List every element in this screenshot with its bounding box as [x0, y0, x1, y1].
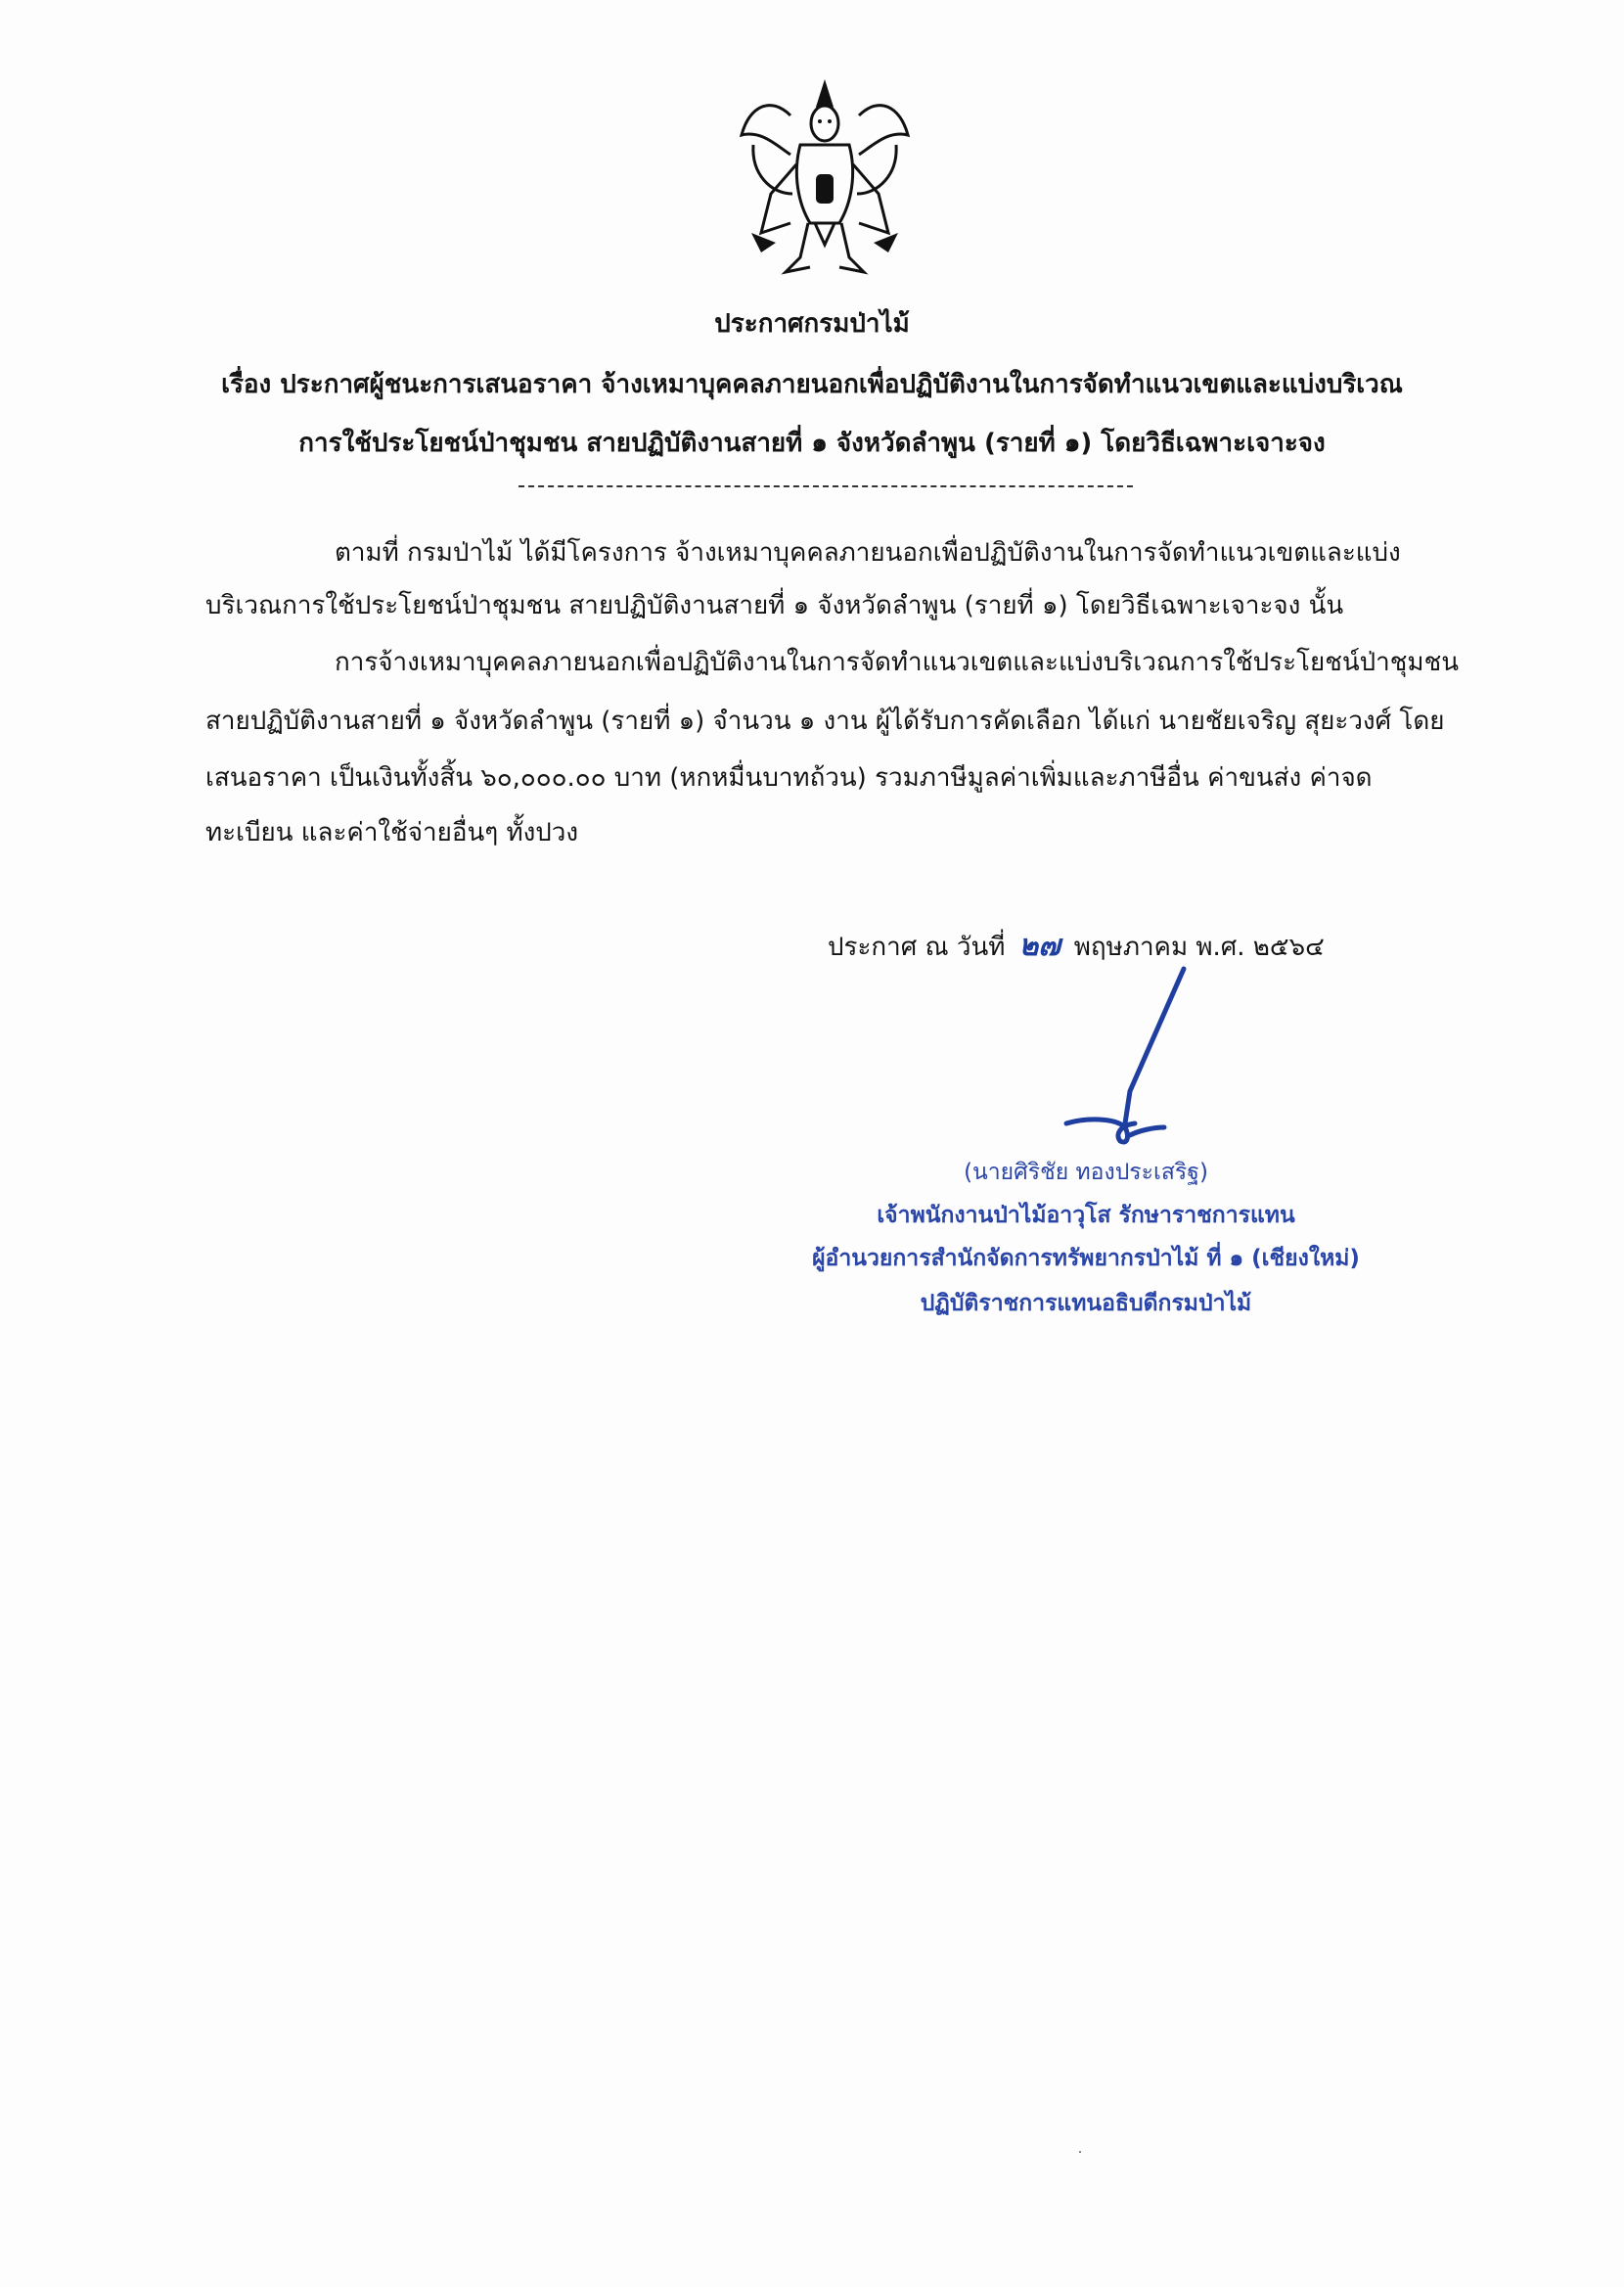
scan-speck: [1079, 2151, 1081, 2153]
separator-line: [519, 485, 1133, 487]
garuda-emblem-icon: [732, 76, 918, 284]
signatory-name: (นายศิริชัย ทองประเสริฐ): [964, 1160, 1208, 1185]
date-day-handwritten: ๒๗: [1018, 929, 1060, 963]
body-line: เสนอราคา เป็นเงินทั้งสิ้น ๖๐,๐๐๐.๐๐ บาท (หกหมื่นบาทถ้วน) รวมภาษีมูลค่าเพิ่มและภาษีอื่น ค่าขนส่ง ค่าจด: [205, 763, 1373, 793]
body-line: ทะเบียน และค่าใช้จ่ายอื่นๆ ทั้งปวง: [205, 818, 579, 847]
date-month-year: พฤษภาคม พ.ศ. ๒๕๖๔: [1073, 933, 1325, 962]
signatory-position: เจ้าพนักงานป่าไม้อาวุโส รักษาราชการแทน: [877, 1203, 1295, 1228]
subject-line: เรื่อง ประกาศผู้ชนะการเสนอราคา จ้างเหมาบุคคลภายนอกเพื่อปฏิบัติงานในการจัดทำแนวเขตและแบ่งบริเวณ: [221, 370, 1403, 399]
document-title: ประกาศกรมป่าไม้: [714, 309, 910, 339]
signatory-position: ผู้อำนวยการสำนักจัดการทรัพยากรป่าไม้ ที่ ๑ (เชียงใหม่): [812, 1246, 1360, 1271]
handwritten-signature-icon: [1017, 949, 1213, 1165]
body-line: บริเวณการใช้ประโยชน์ป่าชุมชน สายปฏิบัติงานสายที่ ๑ จังหวัดลำพูน (รายที่ ๑) โดยวิธีเฉพาะเจาะจง นั้น: [205, 591, 1344, 620]
body-line: ตามที่ กรมป่าไม้ ได้มีโครงการ จ้างเหมาบุคคลภายนอกเพื่อปฏิบัติงานในการจัดทำแนวเขตและแบ่ง: [335, 538, 1401, 568]
body-line: การจ้างเหมาบุคคลภายนอกเพื่อปฏิบัติงานในการจัดทำแนวเขตและแบ่งบริเวณการใช้ประโยชน์ป่าชุมชน: [335, 648, 1459, 677]
date-prefix: ประกาศ ณ วันที่: [828, 933, 1006, 962]
body-line: สายปฏิบัติงานสายที่ ๑ จังหวัดลำพูน (รายที่ ๑) จำนวน ๑ งาน ผู้ได้รับการคัดเลือก ได้แก่ นายชัยเจริญ สุยะวงศ์ โดย: [205, 707, 1445, 736]
subject-line: การใช้ประโยชน์ป่าชุมชน สายปฏิบัติงานสายที่ ๑ จังหวัดลำพูน (รายที่ ๑) โดยวิธีเฉพาะเจาะจง: [298, 429, 1326, 458]
signatory-position: ปฏิบัติราชการแทนอธิบดีกรมป่าไม้: [920, 1291, 1252, 1316]
